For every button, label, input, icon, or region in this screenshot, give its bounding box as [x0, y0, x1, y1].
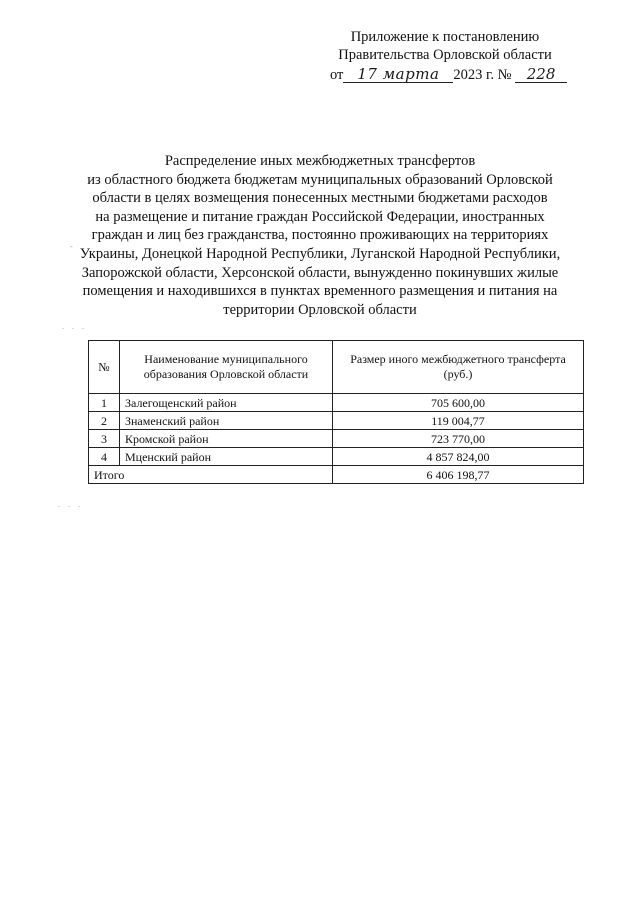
annex-header: [300, 28, 590, 84]
date-prefix: от: [330, 67, 344, 83]
title-line: помещения и находившихся в пунктах временного размещения и питания на: [82, 283, 558, 300]
title-line: Распределение иных межбюджетных трансфертов: [164, 153, 476, 169]
row-number: 1: [89, 394, 120, 412]
transfer-distribution-table: [88, 340, 584, 484]
title-line: Запорожской области, Херсонской области, вынужденно покинувших жилые: [81, 264, 559, 281]
row-number: 2: [89, 412, 120, 430]
title-line: области в целях возмещения понесенных местными бюджетами расходов: [92, 190, 548, 207]
row-amount: 705 600,00: [333, 394, 584, 412]
header-amount: Размер иного межбюджетного трансферта (руб.): [333, 341, 584, 394]
row-amount: 723 770,00: [333, 430, 584, 448]
row-municipality: Мценский район: [120, 448, 333, 466]
row-number: 4: [89, 448, 120, 466]
title-line: из областного бюджета бюджетам муниципальных образований Орловской: [87, 171, 553, 188]
annex-line-2: Правительства Орловской области: [338, 47, 552, 63]
row-amount: 4 857 824,00: [333, 448, 584, 466]
title-line: граждан и лиц без гражданства, постоянно проживающих на территориях: [91, 227, 549, 244]
table-row: [89, 430, 584, 448]
handwritten-resolution-number: 228: [515, 66, 567, 83]
total-label: Итого: [89, 466, 333, 484]
handwritten-date: 17 марта: [343, 66, 453, 83]
resolution-date-line: [300, 66, 590, 84]
annex-line-1: Приложение к постановлению: [350, 29, 540, 45]
row-number: 3: [89, 430, 120, 448]
year-number-label: 2023 г. №: [453, 67, 512, 83]
header-number: №: [89, 341, 120, 394]
table-header-row: [89, 341, 584, 394]
table-row: [89, 412, 584, 430]
total-amount: 6 406 198,77: [333, 466, 584, 484]
title-line: Украины, Донецкой Народной Республики, Луганской Народной Республики,: [79, 245, 561, 262]
title-line: на размещение и питание граждан Российской Федерации, иностранных: [95, 208, 545, 225]
scan-speck: . . .: [62, 322, 87, 331]
table-row: [89, 448, 584, 466]
scan-speck: . . .: [58, 500, 83, 509]
header-municipality: Наименование муниципального образования Орловской области: [120, 341, 333, 394]
table-total-row: [89, 466, 584, 484]
row-amount: 119 004,77: [333, 412, 584, 430]
row-municipality: Кромской район: [120, 430, 333, 448]
row-municipality: Знаменский район: [120, 412, 333, 430]
table-row: [89, 394, 584, 412]
row-municipality: Залегощенский район: [120, 394, 333, 412]
scan-speck: -: [70, 242, 76, 251]
title-line: территории Орловской области: [223, 301, 417, 318]
document-title: [60, 152, 580, 319]
